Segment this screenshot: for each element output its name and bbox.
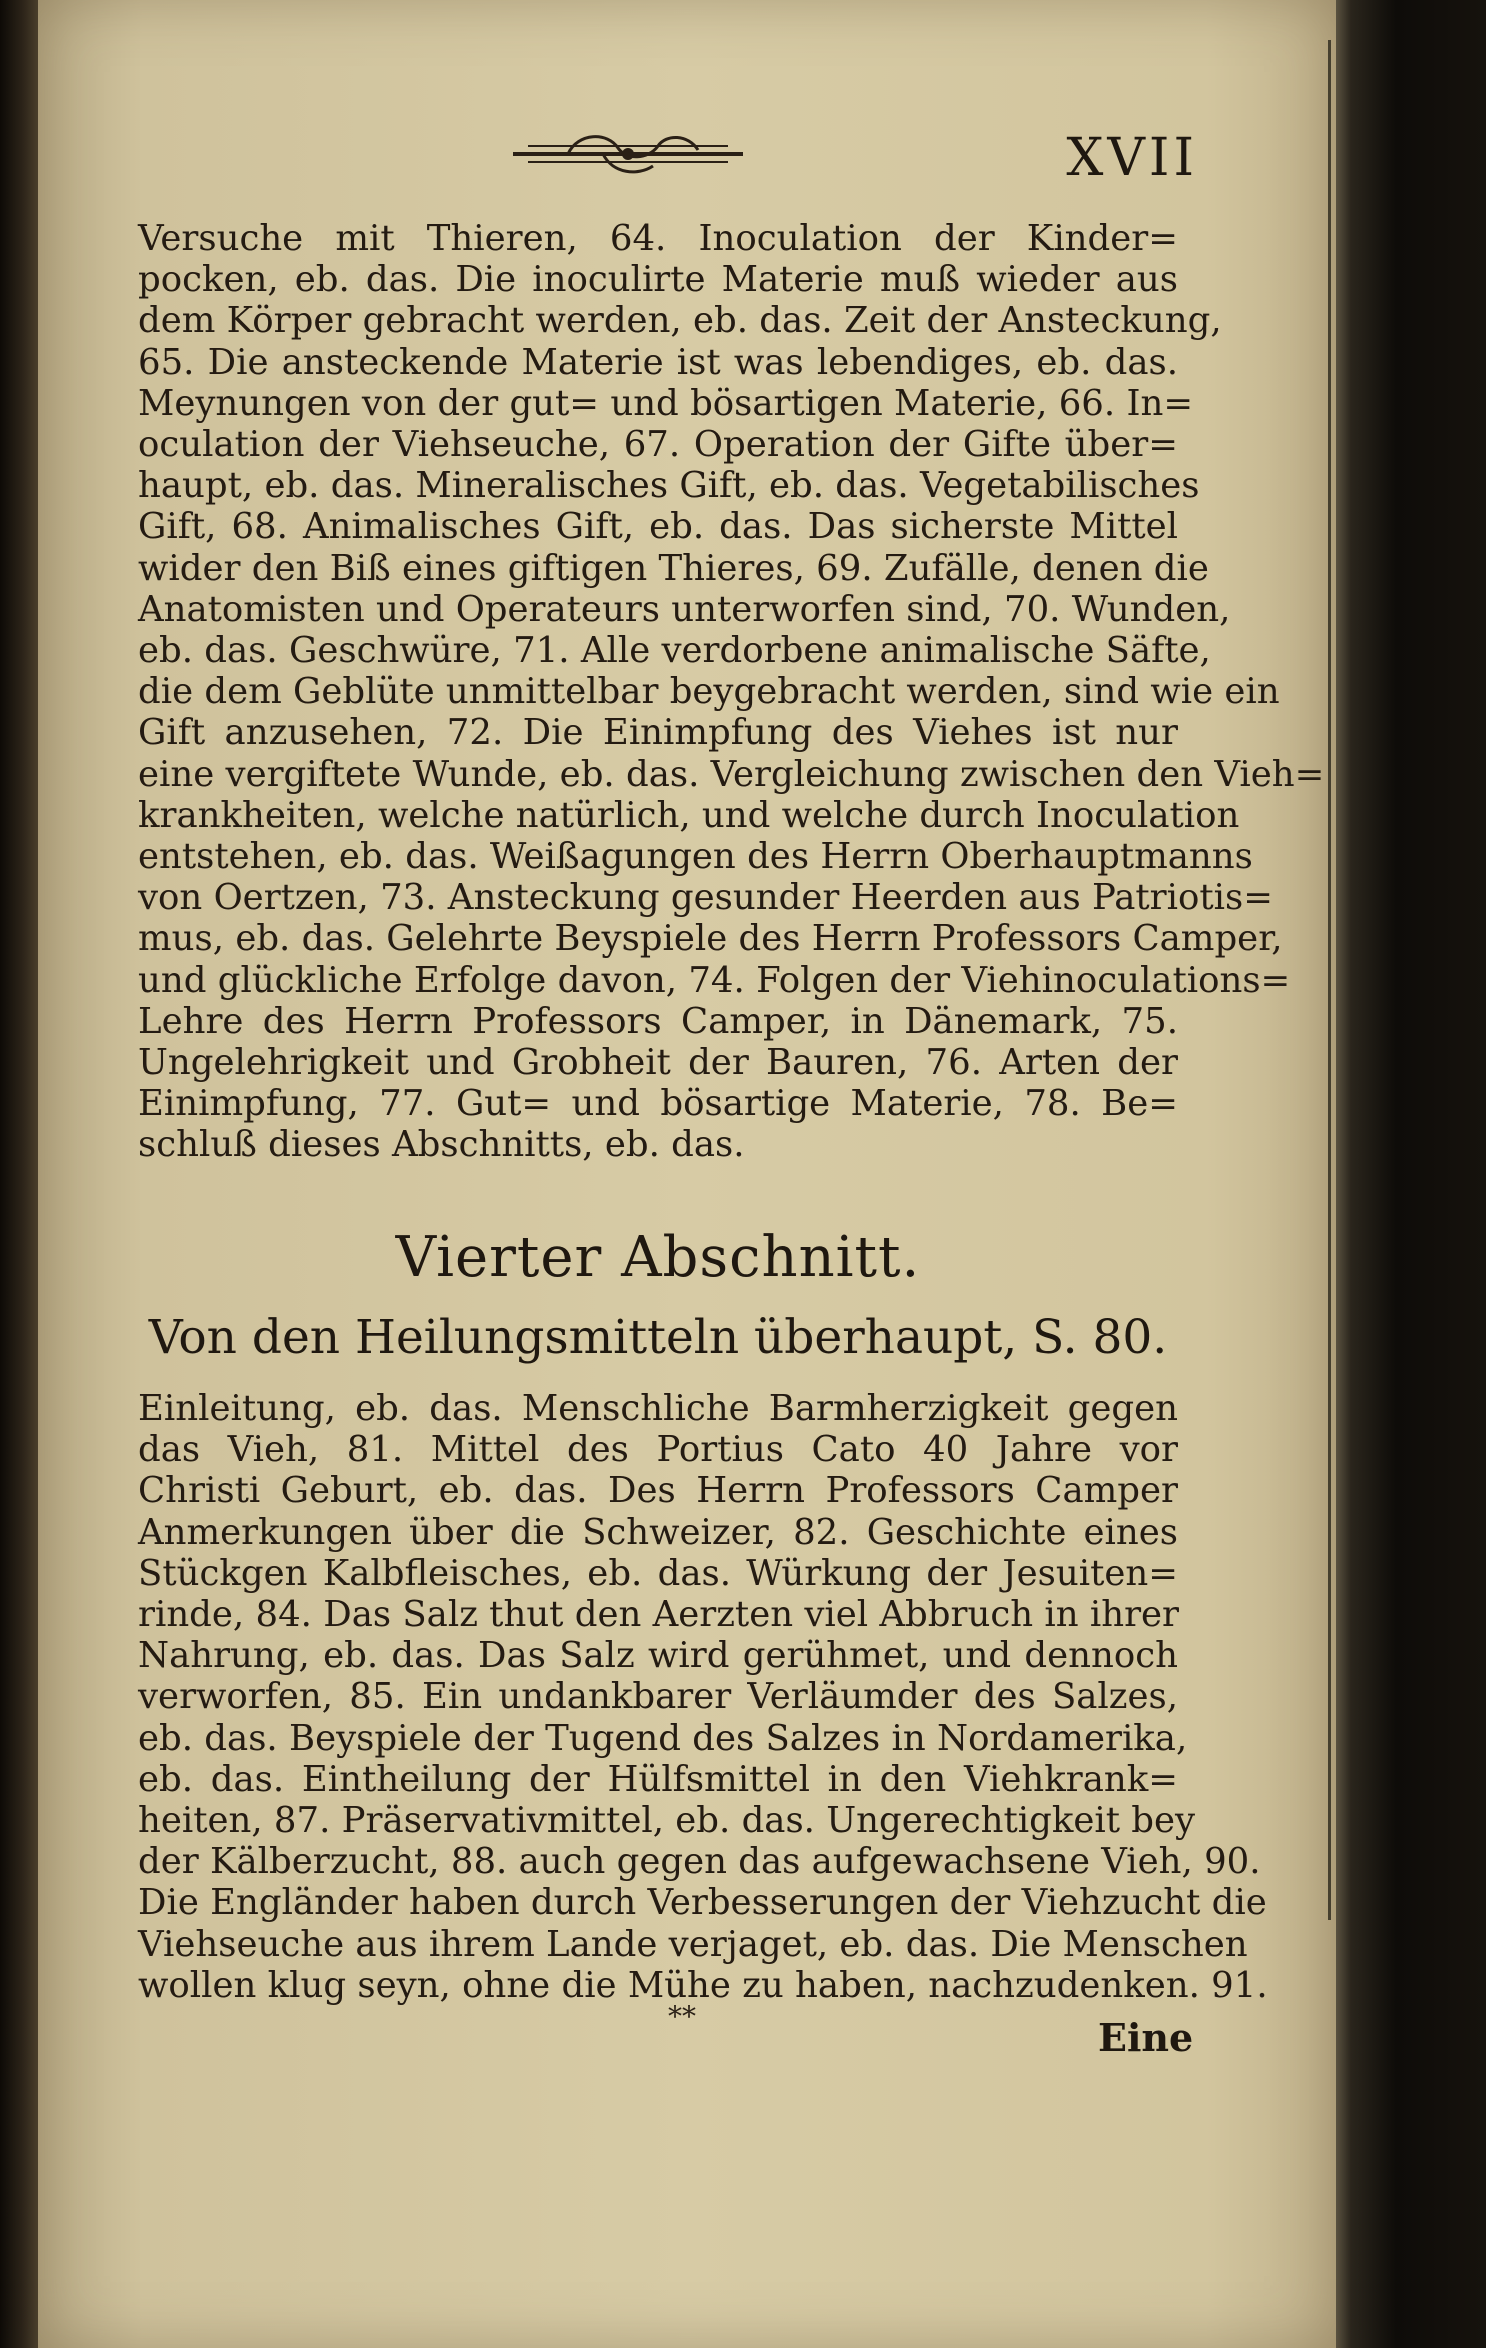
- text-line: eb. das. Beyspiele der Tugend des Salzes in Nordamerika,: [138, 1717, 1188, 1759]
- text-line: wollen klug seyn, ohne die Mühe zu haben, nachzudenken. 91.: [138, 1964, 1268, 2006]
- text-line: verworfen, 85. Ein undankbarer Verläumder des Salzes,: [138, 1676, 1178, 1718]
- text-line: krankheiten, welche natürlich, und welche durch Inoculation: [138, 794, 1240, 836]
- text-line: das Vieh, 81. Mittel des Portius Cato 40 Jahre vor: [138, 1429, 1178, 1471]
- page-number: XVII: [1066, 128, 1198, 188]
- text-line: heiten, 87. Präservativmittel, eb. das. Ungerechtigkeit bey: [138, 1800, 1196, 1842]
- text-line: Anatomisten und Operateurs unterworfen sind, 70. Wunden,: [138, 588, 1231, 630]
- page-edge-line: [1328, 40, 1331, 1920]
- text-line: Viehseuche aus ihrem Lande verjaget, eb. das. Die Menschen: [138, 1923, 1248, 1965]
- text-line: Einleitung, eb. das. Menschliche Barmherzigkeit gegen: [138, 1388, 1178, 1429]
- text-line: Nahrung, eb. das. Das Salz wird gerühmet, und dennoch: [138, 1635, 1178, 1677]
- signature-mark: **: [668, 2000, 696, 2033]
- text-line: rinde, 84. Das Salz thut den Aerzten viel Abbruch in ihrer: [138, 1594, 1180, 1636]
- text-line: eine vergiftete Wunde, eb. das. Vergleichung zwischen den Vieh=: [138, 753, 1325, 795]
- text-line: Die Engländer haben durch Verbesserungen der Viehzucht die: [138, 1882, 1267, 1924]
- text-line: Anmerkungen über die Schweizer, 82. Geschichte eines: [138, 1511, 1178, 1553]
- section-subheading: Von den Heilungsmitteln überhaupt, S. 80.: [148, 1310, 1168, 1365]
- text-line: eb. das. Eintheilung der Hülfsmittel in den Viehkrank=: [138, 1758, 1178, 1800]
- text-line: Gift anzusehen, 72. Die Einimpfung des Viehes ist nur: [138, 712, 1178, 754]
- text-line: entstehen, eb. das. Weißagungen des Herrn Oberhauptmanns: [138, 836, 1253, 878]
- section-four-summary: [138, 1388, 1268, 2006]
- book-gutter-left: [0, 0, 38, 2348]
- text-line: der Kälberzucht, 88. auch gegen das aufgewachsene Vieh, 90.: [138, 1841, 1261, 1883]
- text-line: pocken, eb. das. Die inoculirte Materie muß wieder aus: [138, 259, 1178, 301]
- text-line: Versuche mit Thieren, 64. Inoculation der Kinder=: [138, 218, 1178, 259]
- book-page: [38, 0, 1336, 2348]
- text-line: von Oertzen, 73. Ansteckung gesunder Heerden aus Patriotis=: [138, 877, 1273, 919]
- text-line: Stückgen Kalbfleisches, eb. das. Würkung der Jesuiten=: [138, 1552, 1178, 1594]
- book-cover-edge-right: [1336, 0, 1486, 2348]
- section-heading: Vierter Abschnitt.: [395, 1225, 921, 1290]
- text-line: Einimpfung, 77. Gut= und bösartige Materie, 78. Be=: [138, 1083, 1178, 1125]
- text-line: mus, eb. das. Gelehrte Beyspiele des Herrn Professors Camper,: [138, 918, 1283, 960]
- text-line: Ungelehrigkeit und Grobheit der Bauren, 76. Arten der: [138, 1042, 1178, 1084]
- section-three-summary: [138, 218, 1325, 1166]
- text-line: 65. Die ansteckende Materie ist was lebendiges, eb. das.: [138, 341, 1178, 383]
- text-line: Meynungen von der gut= und bösartigen Materie, 66. In=: [138, 382, 1194, 424]
- text-line: Gift, 68. Animalisches Gift, eb. das. Das sicherste Mittel: [138, 506, 1178, 548]
- text-line: eb. das. Geschwüre, 71. Alle verdorbene animalische Säfte,: [138, 630, 1211, 672]
- text-line: Lehre des Herrn Professors Camper, in Dänemark, 75.: [138, 1000, 1178, 1042]
- text-line: haupt, eb. das. Mineralisches Gift, eb. das. Vegetabilisches: [138, 465, 1200, 507]
- text-line: schluß dieses Abschnitts, eb. das.: [138, 1124, 745, 1166]
- text-line: die dem Geblüte unmittelbar beygebracht werden, sind wie ein: [138, 671, 1280, 713]
- text-line: dem Körper gebracht werden, eb. das. Zeit der Ansteckung,: [138, 300, 1222, 342]
- text-line: Christi Geburt, eb. das. Des Herrn Professors Camper: [138, 1470, 1178, 1512]
- text-line: und glückliche Erfolge davon, 74. Folgen der Viehinoculations=: [138, 959, 1291, 1001]
- text-line: oculation der Viehseuche, 67. Operation der Gifte über=: [138, 424, 1178, 466]
- ornament-flourish-icon: [508, 126, 748, 182]
- text-line: wider den Biß eines giftigen Thieres, 69. Zufälle, denen die: [138, 547, 1209, 589]
- catchword: Eine: [1098, 2015, 1194, 2060]
